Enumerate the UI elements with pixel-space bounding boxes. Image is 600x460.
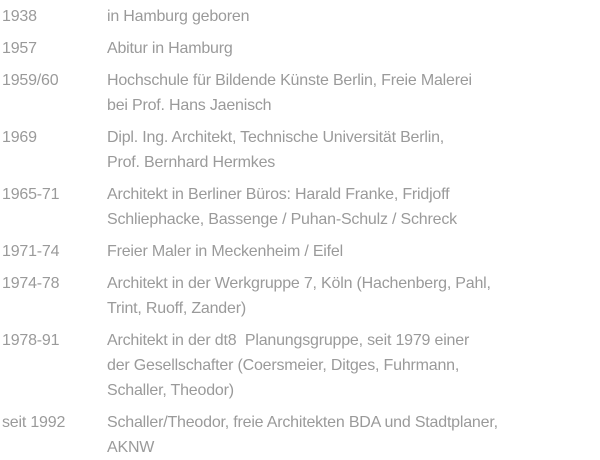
description-line: Freier Maler in Meckenheim / Eifel — [107, 243, 343, 260]
entry-year: 1938 — [2, 8, 37, 25]
description-line: Hochschule für Bildende Künste Berlin, Freie Malerei — [107, 72, 472, 89]
description-line: in Hamburg geboren — [107, 8, 250, 25]
description-line: Prof. Bernhard Hermkes — [107, 154, 276, 171]
entry-year: 1965-71 — [2, 186, 60, 203]
entry-description — [107, 36, 600, 61]
entry-description — [107, 182, 600, 232]
entry-description — [107, 68, 600, 118]
entry-year: 1957 — [2, 40, 37, 57]
description-line: Trint, Ruoff, Zander) — [107, 300, 246, 317]
description-line: Architekt in Berliner Büros: Harald Franke, Fridjoff — [107, 186, 450, 203]
entry-year: 1974-78 — [2, 275, 60, 292]
description-line: Schaller, Theodor) — [107, 382, 234, 399]
description-line: Dipl. Ing. Architekt, Technische Universität Berlin, — [107, 129, 445, 146]
entry-year: 1969 — [2, 129, 37, 146]
entry-description — [107, 4, 600, 29]
timeline-entry — [2, 182, 600, 232]
description-line: Architekt in der dt8 Planungsgruppe, seit 1979 einer — [107, 332, 470, 349]
entry-description — [107, 271, 600, 321]
description-line: Abitur in Hamburg — [107, 40, 233, 57]
entry-year: 1959/60 — [2, 72, 59, 89]
timeline-entry — [2, 36, 600, 61]
description-line: der Gesellschafter (Coersmeier, Ditges, Fuhrmann, — [107, 357, 460, 374]
entry-description — [107, 125, 600, 175]
description-line: Schaller/Theodor, freie Architekten BDA und Stadtplaner, — [107, 414, 498, 431]
entry-year: 1971-74 — [2, 243, 60, 260]
description-line: AKNW — [107, 439, 155, 456]
timeline-entry — [2, 271, 600, 321]
description-line: Schliephacke, Bassenge / Puhan-Schulz / Schreck — [107, 211, 457, 228]
timeline-entry — [2, 328, 600, 403]
timeline-entry — [2, 4, 600, 29]
description-line: Architekt in der Werkgruppe 7, Köln (Hachenberg, Pahl, — [107, 275, 491, 292]
timeline-entry — [2, 239, 600, 264]
description-line: bei Prof. Hans Jaenisch — [107, 97, 272, 114]
entry-description — [107, 239, 600, 264]
entry-description — [107, 328, 600, 403]
timeline-entry — [2, 68, 600, 118]
timeline-entry — [2, 125, 600, 175]
entry-year: 1978-91 — [2, 332, 60, 349]
entry-year: seit 1992 — [2, 414, 66, 431]
